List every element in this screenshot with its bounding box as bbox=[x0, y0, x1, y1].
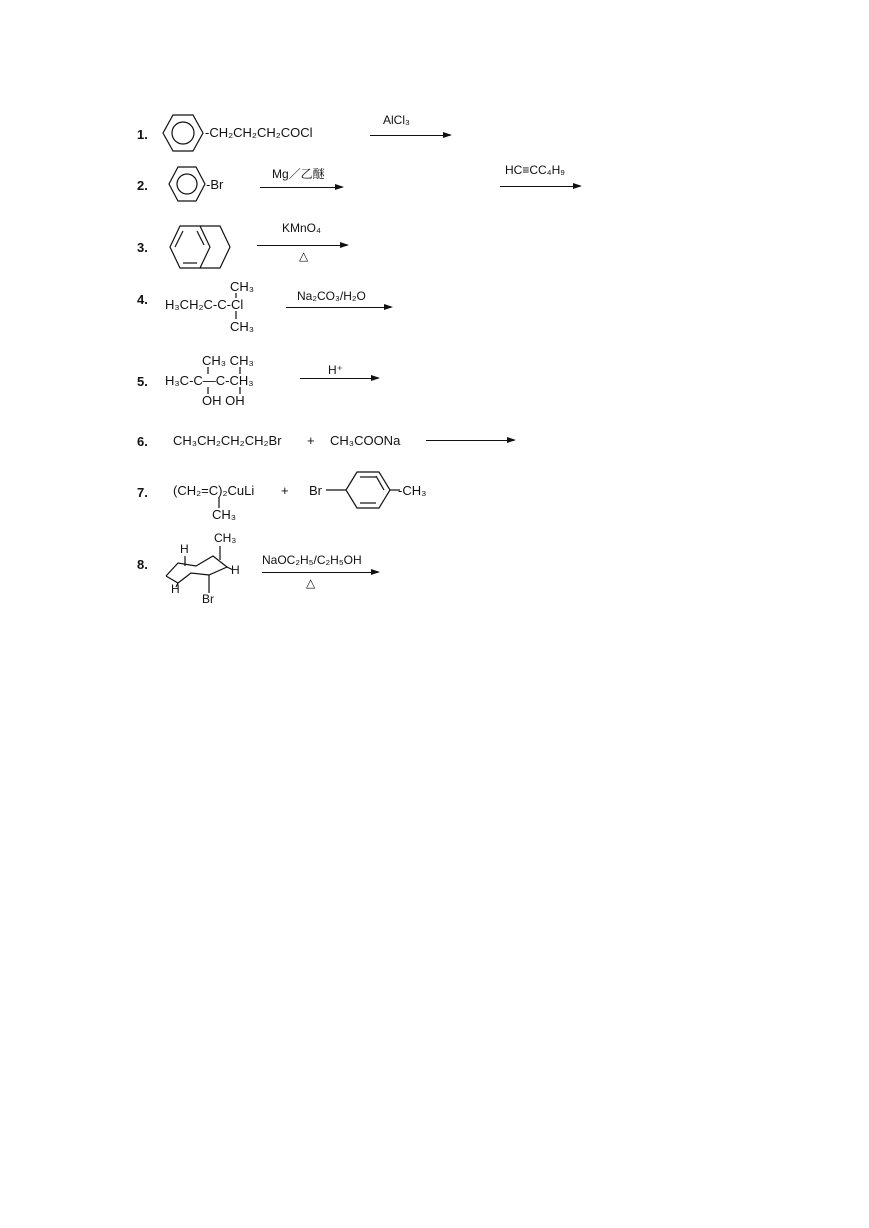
reaction-arrow bbox=[426, 440, 514, 441]
main-chain: H₃CH₂C-C-Cl bbox=[165, 297, 244, 312]
reactant-2: CH₃COONa bbox=[330, 433, 401, 448]
bromo-label: Br bbox=[309, 483, 322, 498]
reaction-arrow bbox=[500, 186, 580, 187]
reaction-number: 7. bbox=[137, 485, 148, 500]
substituent: -Br bbox=[206, 177, 224, 192]
reaction-arrow bbox=[286, 307, 391, 308]
reaction-arrow bbox=[257, 245, 347, 246]
reaction-number: 4. bbox=[137, 292, 148, 307]
reaction-number: 1. bbox=[137, 127, 148, 142]
methyl-label: -CH₃ bbox=[398, 483, 427, 498]
top-groups: CH₃ CH₃ bbox=[202, 353, 254, 368]
reagent: NaOC₂H₅/C₂H₅OH bbox=[262, 553, 362, 567]
reaction-arrow bbox=[260, 187, 342, 188]
tetralin-structure-icon bbox=[168, 224, 246, 270]
reagent: KMnO₄ bbox=[282, 221, 321, 235]
reaction-number: 6. bbox=[137, 434, 148, 449]
plus-sign: + bbox=[307, 433, 315, 448]
reagent: H⁺ bbox=[328, 363, 343, 377]
reaction-arrow bbox=[300, 378, 378, 379]
reagent: Na₂CO₃/H₂O bbox=[297, 289, 366, 303]
bottom-group: CH₃ bbox=[230, 319, 255, 334]
methyl-label: CH₃ bbox=[214, 531, 237, 545]
heat-condition: △ bbox=[299, 249, 309, 263]
hydrogen-label: H bbox=[231, 563, 240, 577]
reagent-1: Mg／乙醚 bbox=[272, 167, 325, 181]
reaction-arrow bbox=[370, 135, 450, 136]
hydrogen-label: H bbox=[180, 542, 189, 556]
reaction-number: 3. bbox=[137, 240, 148, 255]
reaction-number: 5. bbox=[137, 374, 148, 389]
benzene-ring-icon bbox=[168, 166, 208, 202]
substituent: -CH₂CH₂CH₂COCl bbox=[205, 125, 313, 140]
cyclohexane-chair-icon bbox=[0, 0, 1, 1]
plus-sign: + bbox=[281, 483, 289, 498]
benzene-ring-icon bbox=[326, 470, 406, 514]
reactant-1-substituent: CH₃ bbox=[212, 507, 237, 522]
reaction-number: 2. bbox=[137, 178, 148, 193]
main-chain: H₃C-C—C-CH₃ bbox=[165, 373, 254, 388]
hydrogen-label: H bbox=[171, 582, 180, 596]
reaction-number: 8. bbox=[137, 557, 148, 572]
bromo-label: Br bbox=[202, 592, 214, 606]
benzene-ring-icon bbox=[162, 113, 206, 153]
reactant-1: (CH₂=C)₂CuLi bbox=[173, 483, 255, 498]
reagent-2: HC≡CC₄H₉ bbox=[505, 163, 565, 177]
bottom-groups: OH OH bbox=[202, 393, 245, 408]
top-group: CH₃ bbox=[230, 279, 255, 294]
reaction-arrow bbox=[262, 572, 378, 573]
reagent: AlCl₃ bbox=[383, 113, 410, 127]
heat-condition: △ bbox=[306, 576, 316, 590]
reactant-1: CH₃CH₂CH₂CH₂Br bbox=[173, 433, 282, 448]
